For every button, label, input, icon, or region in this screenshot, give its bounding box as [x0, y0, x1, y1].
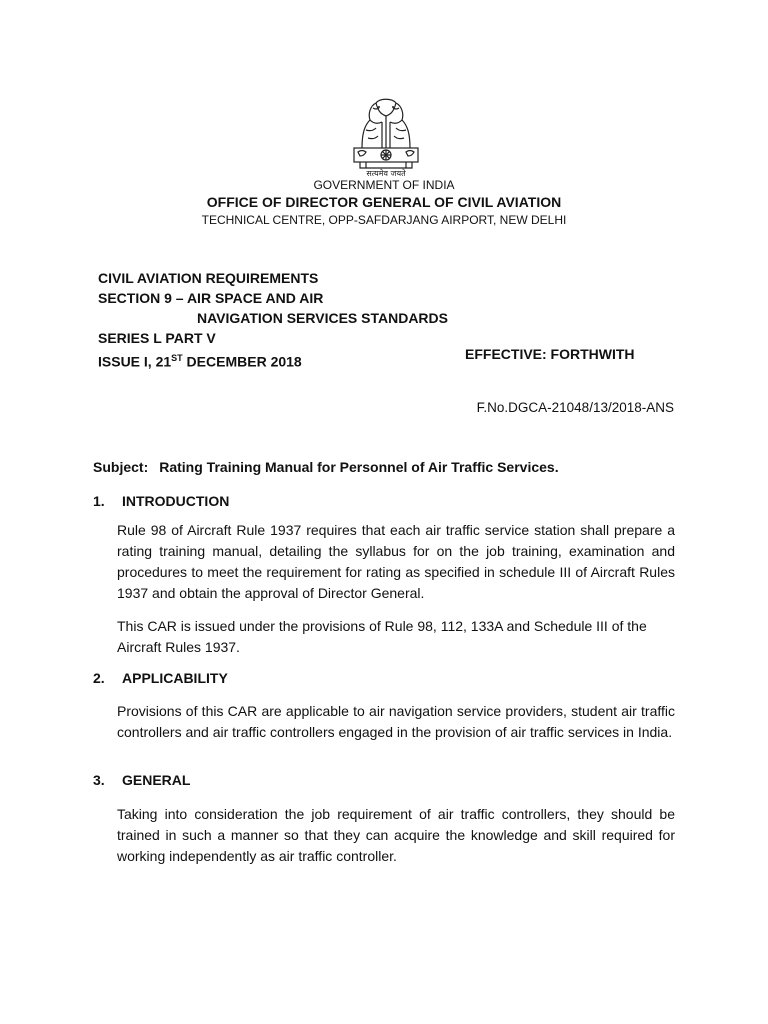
office-address: TECHNICAL CENTRE, OPP-SAFDARJANG AIRPORT, NEW DELHI — [201, 213, 567, 227]
section-paragraph: Rule 98 of Aircraft Rule 1937 requires that each air traffic service station shall prepare a rating training manual, detailing the syllabus for on the job training, examination and procedures to meet the requirement for rating as specified in schedule III of Aircraft Rules 1937 and obtain the approval of Director General. — [117, 522, 675, 601]
car-issue-prefix: ISSUE I, 21 — [98, 353, 172, 370]
section-heading-introduction — [93, 493, 229, 509]
car-issue-suffix: DECEMBER 2018 — [182, 353, 302, 370]
section-number: 1. — [93, 493, 105, 509]
subject-text: Rating Training Manual for Personnel of Air Traffic Services. — [159, 459, 559, 475]
file-number: F.No.DGCA-21048/13/2018-ANS — [476, 400, 674, 415]
section-paragraph: Provisions of this CAR are applicable to air navigation service providers, student air traffic controllers and air traffic controllers engaged in the provision of air traffic services in India. — [117, 703, 675, 740]
car-section-line1: SECTION 9 – AIR SPACE AND AIR — [98, 290, 324, 306]
car-series: SERIES L PART V — [98, 330, 216, 346]
car-header-block — [98, 268, 448, 372]
car-title: CIVIL AVIATION REQUIREMENTS — [98, 270, 319, 286]
section-title: APPLICABILITY — [122, 670, 228, 686]
section-number: 2. — [93, 670, 105, 686]
section-paragraph: Taking into consideration the job requirement of air traffic controllers, they should be trained in such a manner so that they can acquire the knowledge and skill required for working independently as air traffic controller. — [117, 806, 675, 864]
emblem-motto: सत्यमेव जयते — [366, 169, 406, 178]
car-issue — [98, 348, 448, 372]
section-title: GENERAL — [122, 772, 191, 788]
national-emblem-icon — [346, 90, 426, 172]
car-issue-superscript: ST — [171, 353, 183, 363]
government-title: GOVERNMENT OF INDIA — [313, 178, 455, 192]
subject-label: Subject: — [93, 459, 149, 475]
section-title: INTRODUCTION — [122, 493, 230, 509]
subject-line — [93, 459, 559, 475]
section-heading-applicability — [93, 670, 228, 686]
office-title: OFFICE OF DIRECTOR GENERAL OF CIVIL AVIATION — [206, 194, 562, 210]
section-paragraph: This CAR is issued under the provisions of Rule 98, 112, 133A and Schedule III of the Aircraft Rules 1937. — [117, 618, 647, 655]
car-effective: EFFECTIVE: FORTHWITH — [465, 346, 635, 362]
section-number: 3. — [93, 772, 105, 788]
section-heading-general — [93, 772, 190, 788]
car-section-line2: NAVIGATION SERVICES STANDARDS — [197, 310, 448, 326]
